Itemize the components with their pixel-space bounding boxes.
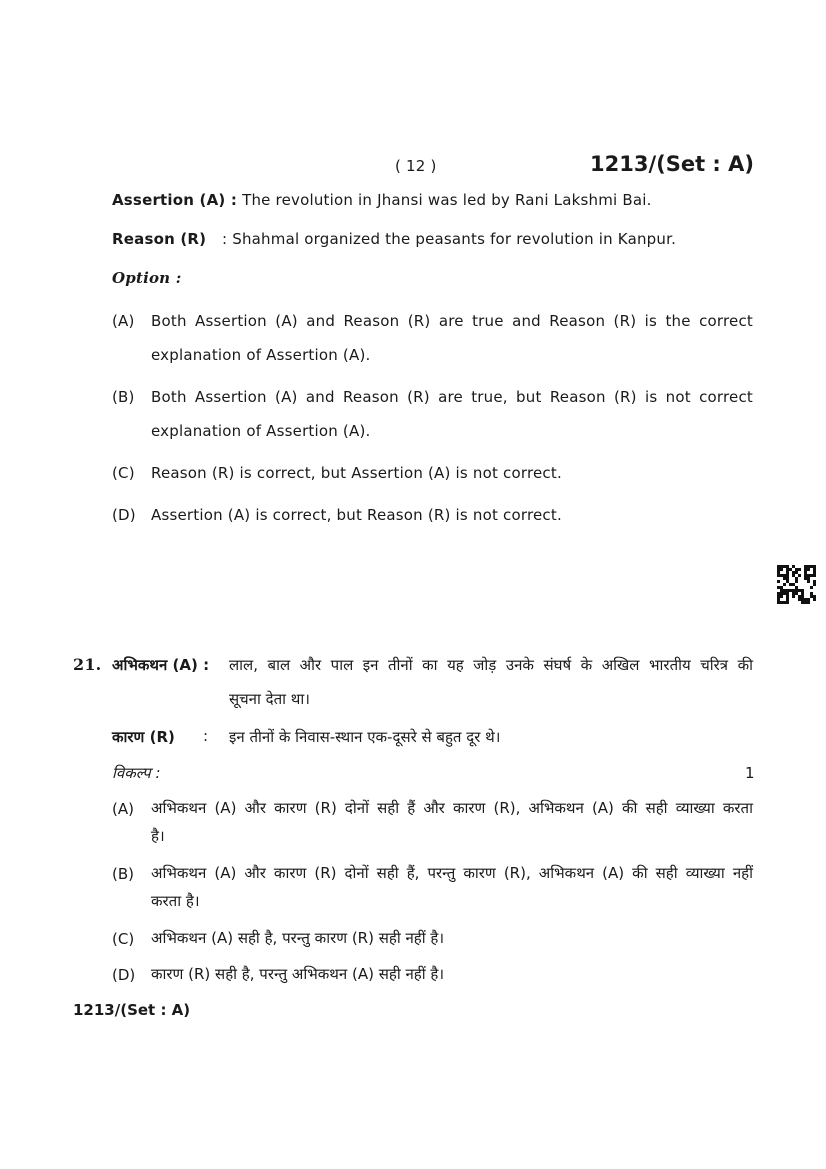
q20-option-a-line1: Both Assertion (A) and Reason (R) are true and Reason (R) is the correct bbox=[151, 312, 753, 330]
q21-reason-label: कारण (R) bbox=[112, 728, 175, 746]
q20-assertion-label: Assertion (A) : bbox=[112, 191, 238, 209]
q21-option-a-key: (A) bbox=[112, 800, 134, 818]
q20-reason-label: Reason (R) bbox=[112, 230, 207, 248]
q21-option-b-line1: अभिकथन (A) और कारण (R) दोनों सही हैं, परन्तु कारण (R), अभिकथन (A) की सही व्याख्या नहीं bbox=[151, 864, 753, 882]
q21-option-b-key: (B) bbox=[112, 865, 134, 883]
q20-option-a-line2: explanation of Assertion (A). bbox=[151, 346, 371, 364]
q21-option-d-line1: कारण (R) सही है, परन्तु अभिकथन (A) सही नहीं है। bbox=[151, 965, 445, 983]
q21-option-c-key: (C) bbox=[112, 930, 135, 948]
q20-option-b-line2: explanation of Assertion (A). bbox=[151, 422, 371, 440]
q20-option-d-line1: Assertion (A) is correct, but Reason (R) is not correct. bbox=[151, 506, 562, 524]
q21-option-a-line2: है। bbox=[151, 827, 165, 845]
q20-assertion bbox=[112, 191, 652, 209]
q20-reason-colon: : bbox=[222, 230, 228, 248]
q20-reason-text: Shahmal organized the peasants for revolution in Kanpur. bbox=[232, 230, 677, 248]
qr-code bbox=[777, 565, 816, 604]
paper-code-footer: 1213/(Set : A) bbox=[73, 1001, 191, 1019]
q21-option-d-key: (D) bbox=[112, 966, 136, 984]
q21-assertion-label: अभिकथन (A) : bbox=[112, 656, 210, 674]
q20-option-b-key: (B) bbox=[112, 388, 135, 406]
q21-reason-colon: : bbox=[203, 727, 209, 745]
q20-assertion-text: The revolution in Jhansi was led by Rani Lakshmi Bai. bbox=[242, 191, 652, 209]
q20-reason bbox=[112, 230, 752, 248]
q21-number: 21. bbox=[73, 655, 102, 674]
q21-option-a-line1: अभिकथन (A) और कारण (R) दोनों सही हैं और कारण (R), अभिकथन (A) की सही व्याख्या करता bbox=[151, 799, 753, 817]
page-number: ( 12 ) bbox=[395, 157, 437, 175]
q21-assertion-line1: लाल, बाल और पाल इन तीनों का यह जोड़ उनके संघर्ष के अखिल भारतीय चरित्र की bbox=[229, 656, 753, 674]
q20-option-c-key: (C) bbox=[112, 464, 135, 482]
q21-assertion-line2: सूचना देता था। bbox=[229, 690, 310, 708]
q20-option-b-line1: Both Assertion (A) and Reason (R) are true, but Reason (R) is not correct bbox=[151, 388, 753, 406]
q20-option-d-key: (D) bbox=[112, 506, 136, 524]
q21-option-b-line2: करता है। bbox=[151, 892, 200, 910]
q21-option-label: विकल्प : bbox=[112, 764, 161, 782]
q20-option-a-key: (A) bbox=[112, 312, 135, 330]
q20-option-label: Option : bbox=[112, 269, 182, 287]
q21-reason-text: इन तीनों के निवास-स्थान एक-दूसरे से बहुत दूर थे। bbox=[229, 728, 501, 746]
q21-option-c-line1: अभिकथन (A) सही है, परन्तु कारण (R) सही नहीं है। bbox=[151, 929, 445, 947]
q20-option-c-line1: Reason (R) is correct, but Assertion (A) is not correct. bbox=[151, 464, 562, 482]
paper-code-header: 1213/(Set : A) bbox=[590, 152, 754, 176]
q21-marks: 1 bbox=[745, 764, 755, 782]
